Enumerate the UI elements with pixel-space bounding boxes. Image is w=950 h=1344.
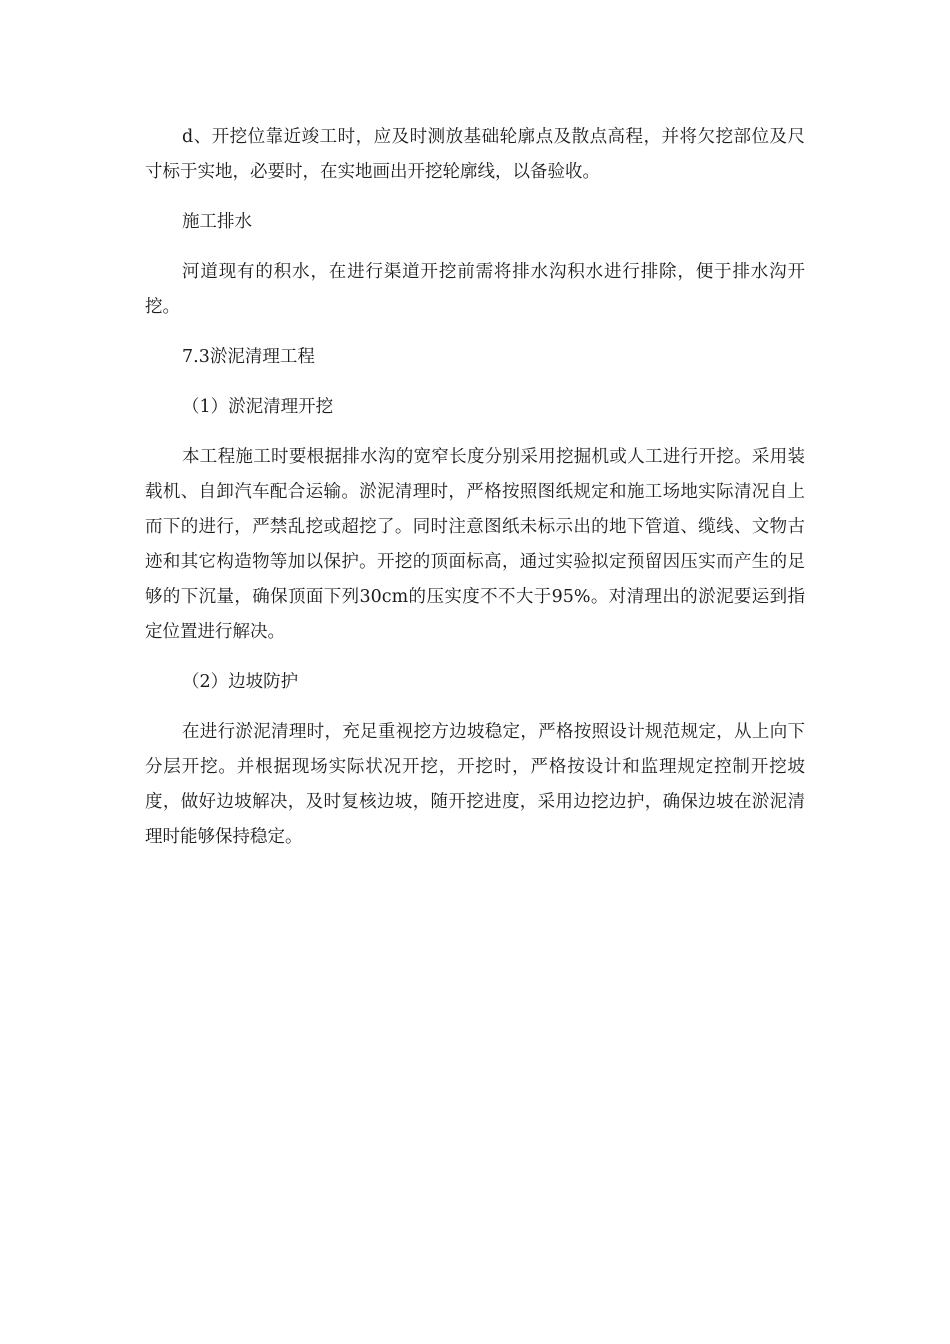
heading-slope-protection: （2）边坡防护	[182, 672, 299, 692]
heading-sludge-cleanup: 7.3淤泥清理工程	[182, 347, 315, 367]
document-body	[145, 120, 805, 870]
paragraph-slope-protection: 在进行淤泥清理时，充足重视挖方边坡稳定，严格按照设计规范规定，从上向下分层开挖。并根据现场实际状况开挖，开挖时，严格按设计和监理规定控制开挖坡度，做好边坡解决，及时复核边坡，随开挖进度，采用边挖边护，确保边坡在淤泥清理时能够保持稳定。	[145, 722, 805, 847]
heading-construction-drainage: 施工排水	[182, 212, 252, 232]
paragraph-drainage: 河道现有的积水，在进行渠道开挖前需将排水沟积水进行排除，便于排水沟开挖。	[145, 262, 805, 317]
paragraph-sludge-excavation: 本工程施工时要根据排水沟的宽窄长度分别采用挖掘机或人工进行开挖。采用装载机、自卸汽车配合运输。淤泥清理时，严格按照图纸规定和施工场地实际清况自上而下的进行，严禁乱挖或超挖了。同时注意图纸未标示出的地下管道、缆线、文物古迹和其它构造物等加以保护。开挖的顶面标高，通过实验拟定预留因压实而产生的足够的下沉量，确保顶面下列30cm的压实度不不大于95%。对清理出的淤泥要运到指定位置进行解决。	[145, 447, 805, 642]
paragraph-excavation-survey: d、开挖位靠近竣工时，应及时测放基础轮廓点及散点高程，并将欠挖部位及尺寸标于实地，必要时，在实地画出开挖轮廓线，以备验收。	[145, 127, 805, 182]
heading-sludge-excavation: （1）淤泥清理开挖	[182, 397, 334, 417]
